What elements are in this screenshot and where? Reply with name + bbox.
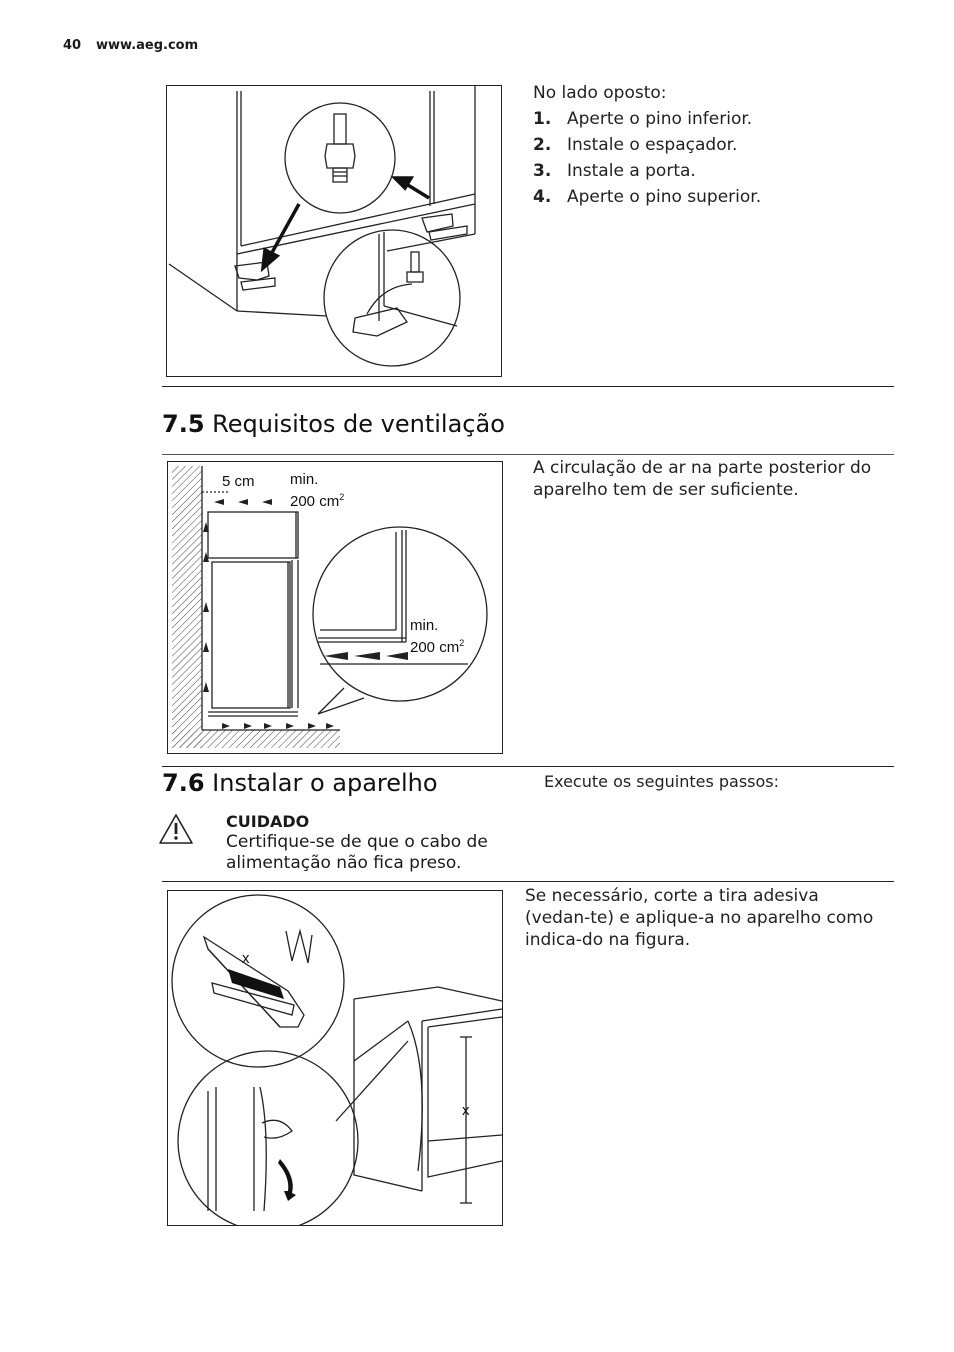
section-7-5-heading bbox=[162, 410, 505, 438]
area-label-top bbox=[290, 492, 344, 510]
hinge-step bbox=[533, 132, 893, 158]
ventilation-text: A circulação de ar na parte posterior do aparelho tem de ser suficiente. bbox=[533, 458, 872, 500]
hinge-figure bbox=[166, 85, 502, 377]
step-number: 4. bbox=[533, 187, 552, 207]
adhesive-strip-text: Se necessário, corte a tira adesiva (vedan-te) e aplique-a no aparelho como indica-do na figura. bbox=[525, 886, 874, 950]
step-text: Instale o espaçador. bbox=[567, 135, 738, 155]
caution-text: Certifique-se de que o cabo de alimentação não fica preso. bbox=[226, 832, 488, 873]
area-label-zoom bbox=[410, 638, 464, 656]
area-value: 200 cm bbox=[410, 639, 460, 656]
section-title: Instalar o aparelho bbox=[212, 769, 438, 797]
gap-label: 5 cm bbox=[222, 473, 255, 490]
section-divider bbox=[162, 386, 894, 387]
ventilation-illustration bbox=[168, 462, 502, 753]
step-text: Instale a porta. bbox=[567, 161, 696, 181]
section-title: Requisitos de ventilação bbox=[212, 410, 505, 438]
section-divider bbox=[162, 454, 894, 455]
min-label-top: min. bbox=[290, 471, 319, 488]
step-text: Aperte o pino inferior. bbox=[567, 109, 753, 129]
website-link[interactable]: www.aeg.com bbox=[96, 38, 199, 53]
door-height-label: x bbox=[462, 1102, 470, 1119]
section-7-6-heading bbox=[162, 769, 438, 797]
hinge-steps bbox=[533, 106, 893, 210]
step-number: 2. bbox=[533, 135, 552, 155]
warning-icon bbox=[158, 812, 194, 846]
hinge-illustration bbox=[167, 86, 501, 376]
hinge-step bbox=[533, 184, 893, 210]
area-value: 200 cm bbox=[290, 493, 340, 510]
adhesive-strip-illustration bbox=[168, 891, 502, 1225]
hinge-intro: No lado oposto: bbox=[533, 83, 667, 103]
section-divider bbox=[162, 881, 894, 882]
caution-title: CUIDADO bbox=[226, 812, 310, 831]
section-number: 7.5 bbox=[162, 410, 205, 438]
ventilation-figure bbox=[167, 461, 503, 754]
step-number: 1. bbox=[533, 109, 552, 129]
steps-intro: Execute os seguintes passos: bbox=[544, 772, 780, 791]
step-text: Aperte o pino superior. bbox=[567, 187, 762, 207]
strip-length-label: x bbox=[242, 950, 250, 967]
hinge-step bbox=[533, 106, 893, 132]
section-number: 7.6 bbox=[162, 769, 205, 797]
area-sup: 2 bbox=[339, 492, 345, 502]
section-divider bbox=[162, 766, 894, 767]
area-sup: 2 bbox=[459, 638, 465, 648]
page-number: 40 bbox=[63, 38, 82, 53]
adhesive-strip-figure bbox=[167, 890, 503, 1226]
hinge-step bbox=[533, 158, 893, 184]
step-number: 3. bbox=[533, 161, 552, 181]
min-label-zoom: min. bbox=[410, 617, 439, 634]
